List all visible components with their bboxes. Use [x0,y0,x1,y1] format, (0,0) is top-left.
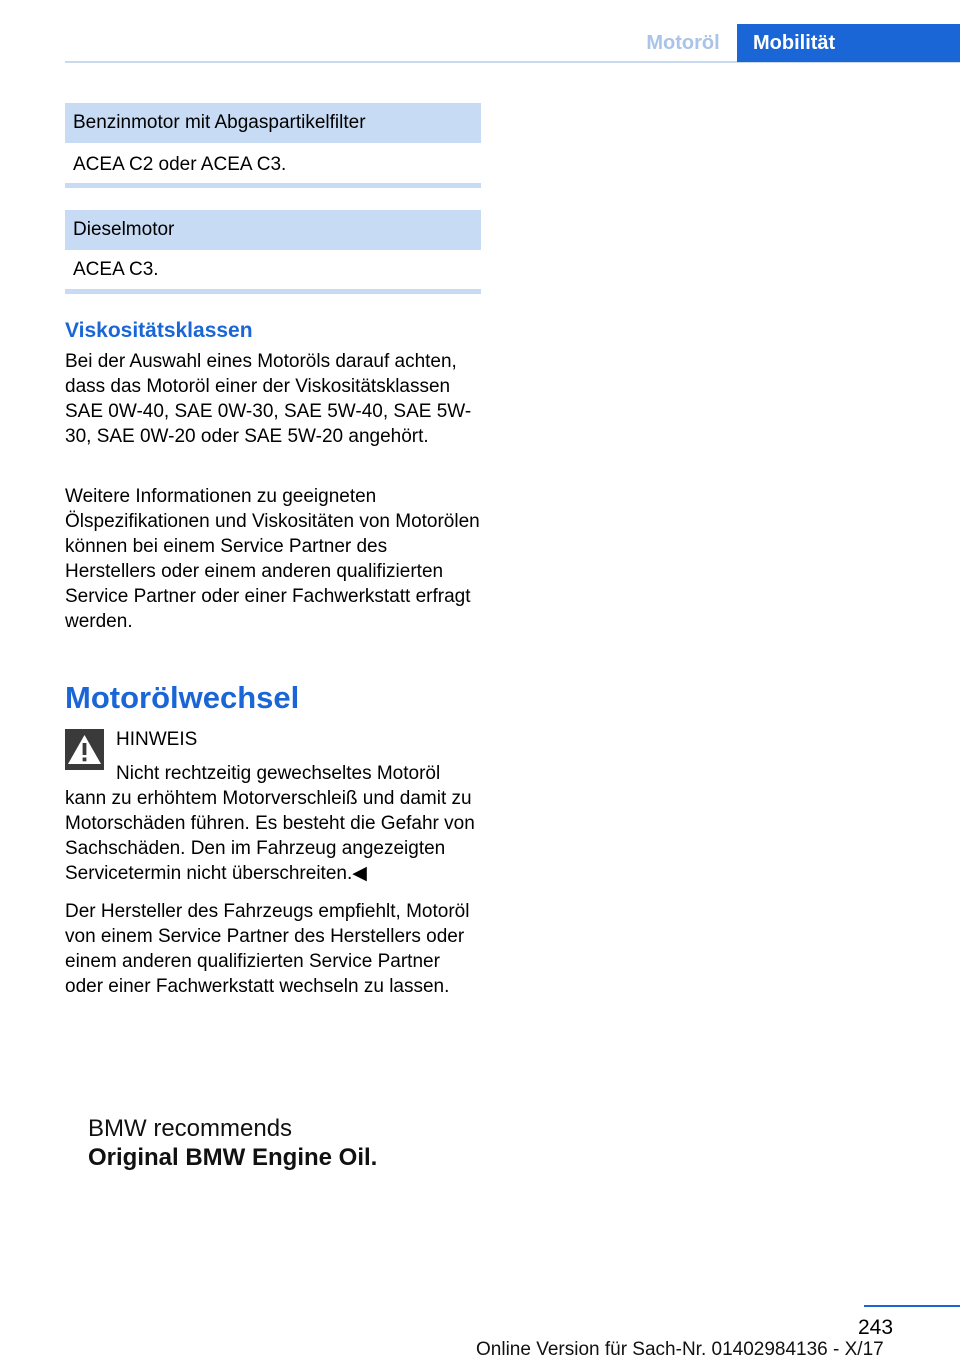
online-version-note: Online Version für Sach-Nr. 01402984136 - X/17 [476,1339,884,1360]
section-title-viscosity: Viskositätsklassen [65,319,253,342]
section-title-oil-change: Motorölwechsel [65,680,300,715]
page-number: 243 [858,1316,894,1339]
ad-text-original-oil: Original BMW Engine Oil. [88,1144,378,1171]
table-divider [65,289,481,294]
tab-motoroel[interactable]: Motoröl [646,32,720,54]
table-header-petrol: Benzinmotor mit Abgaspartikelfilter [65,103,481,143]
table-value-petrol: ACEA C2 oder ACEA C3. [73,154,287,175]
paragraph-viscosity: Bei der Auswahl eines Motoröls darauf achten, dass das Motoröl einer der Viskositätsklassen SAE 0W-40, SAE 0W-30, SAE 5W-40, SAE 5W-30, SAE 0W-20 oder SAE 5W-20 angehört. [65,351,472,447]
footer-divider [864,1305,960,1307]
paragraph-oil-change: Der Hersteller des Fahrzeugs empfiehlt, Motoröl von einem Service Partner des Herstellers oder einem anderen qualifizierten Service Partner oder einer Fachwerkstatt wechseln zu lassen. [65,901,470,997]
table-divider [65,183,481,188]
ad-text-recommends: BMW recommends [88,1115,293,1142]
note-title: HINWEIS [116,729,198,750]
tab-mobilitaet[interactable]: Mobilität [737,24,960,62]
table-header-diesel: Dieselmotor [65,210,481,250]
paragraph-viscosity-info: Weitere Informationen zu geeigneten Ölspezifikationen und Viskositäten von Motorölen können bei einem Service Partner des Herstellers oder einem anderen qualifizierten Service Partner oder einer Fachwerkstatt erfragt werden. [65,486,480,632]
note-text: Nicht rechtzeitig gewechseltes Motoröl kann zu erhöhtem Motorverschleiß und damit zu Motorschäden führen. Es besteht die Gefahr von Sachschäden. Den im Fahrzeug angezeigten Servicetermin nicht überschreiten.◀ [65,763,475,884]
table-value-diesel: ACEA C3. [73,259,159,280]
